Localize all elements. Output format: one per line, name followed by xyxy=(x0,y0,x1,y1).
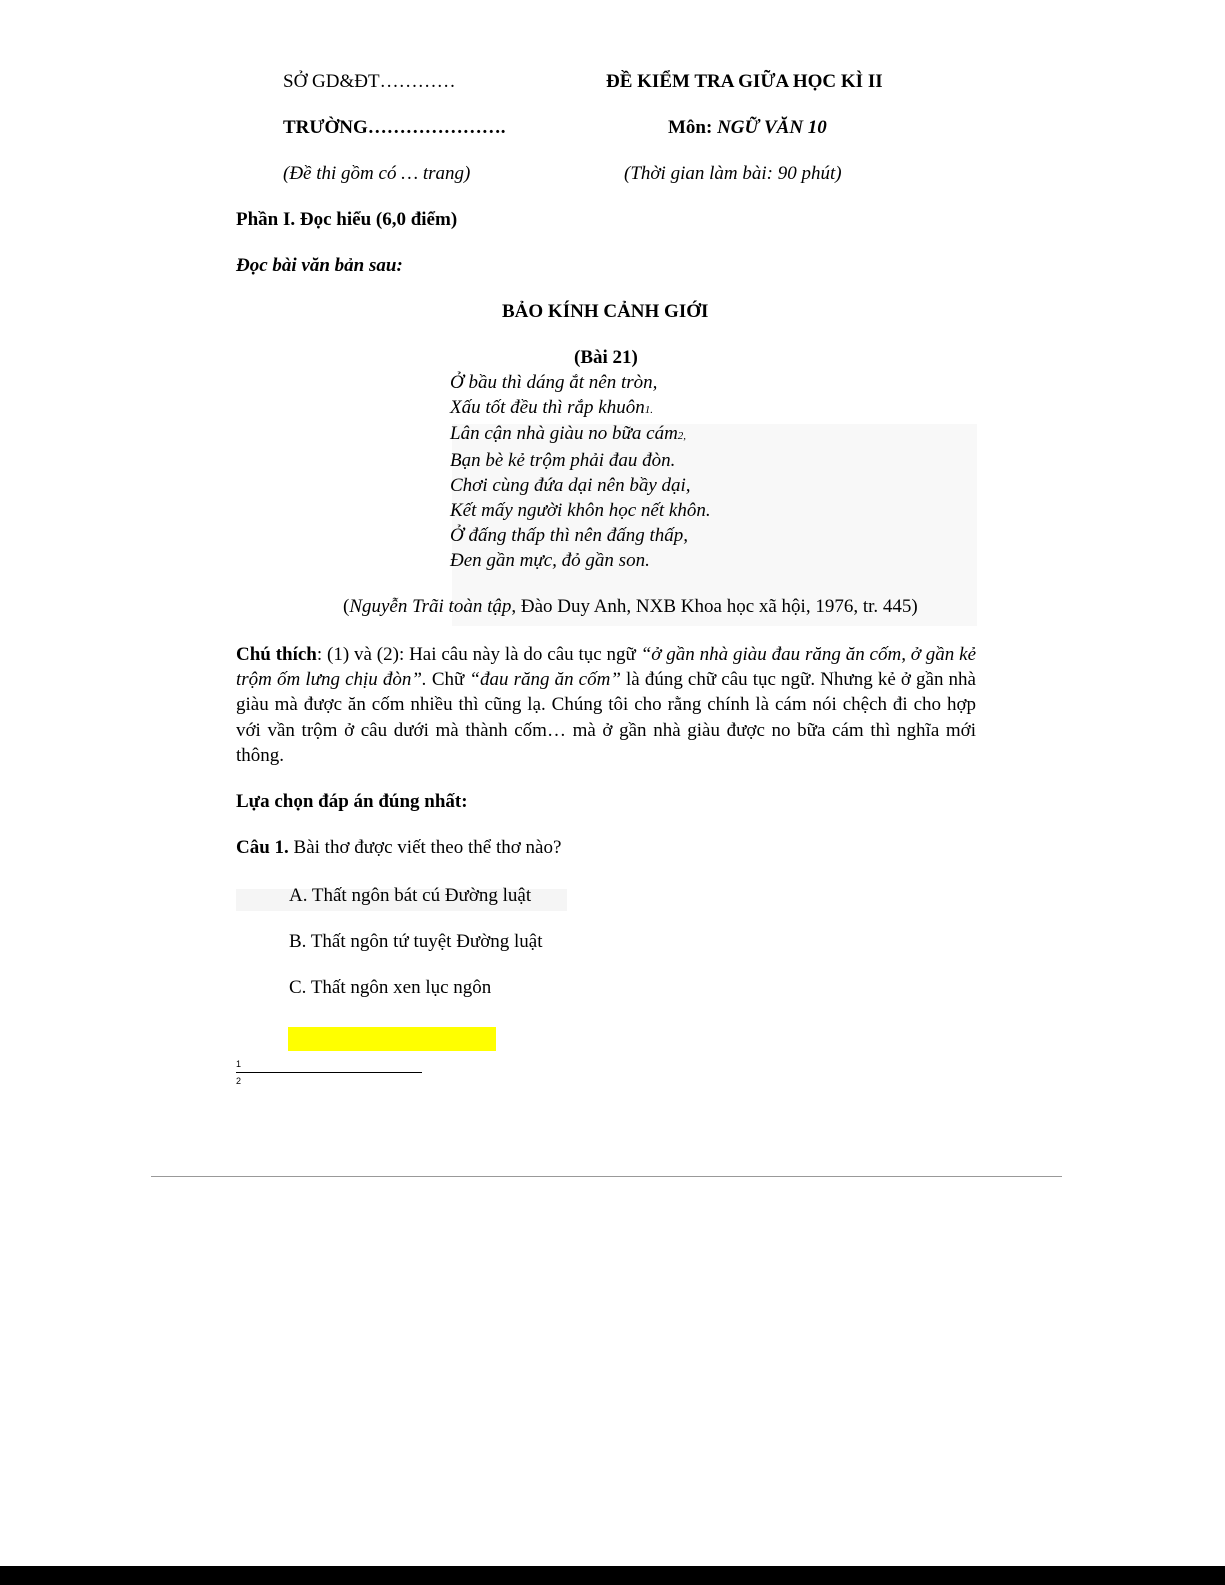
poem-source: (Nguyễn Trãi toàn tập, Đào Duy Anh, NXB Khoa học xã hội, 1976, tr. 445) xyxy=(343,596,918,617)
poem-line: Lân cận nhà giàu no bữa cám2, xyxy=(450,423,687,444)
subject-value: NGỮ VĂN 10 xyxy=(717,117,827,138)
exam-title: ĐỀ KIỂM TRA GIỮA HỌC KÌ II xyxy=(606,71,883,92)
annotation-paragraph: Chú thích: (1) và (2): Hai câu này là do câu tục ngữ “ở gần nhà giàu đau răng ăn cốm, ở gần kẻ trộm ốm lưng chịu đòn”. Chữ “đau răng ăn cốm” là đúng chữ câu tục ngữ. Nhưng kẻ ở gần nhà giàu mà được ăn cốm nhiều thì cũng lạ. Chúng tôi cho rằng chính là cám nói chệch đi cho hợp với vần trộm ở câu dưới mà thành cốm… mà ở gần nhà giàu được no bữa cám thì nghĩa mới thông. xyxy=(236,644,977,766)
footnote-number-2: 2 xyxy=(236,1076,242,1086)
poem-line: Ở đấng thấp thì nên đấng thấp, xyxy=(450,525,689,546)
poem-line: Ở bầu thì dáng ắt nên tròn, xyxy=(450,372,658,393)
footnote-number-1: 1 xyxy=(236,1059,242,1069)
poem-line: Đen gần mực, đỏ gần son. xyxy=(450,550,650,571)
poem-line: Kết mấy người khôn học nết khôn. xyxy=(450,500,711,521)
quiz-heading: Lựa chọn đáp án đúng nhất: xyxy=(236,791,468,812)
footnote-marker-1: 1. xyxy=(644,404,653,416)
footnote-marker-2: 2, xyxy=(677,430,687,442)
poem-subtitle: (Bài 21) xyxy=(574,347,638,368)
question-1 xyxy=(236,836,561,861)
annotation-label: Chú thích xyxy=(236,644,317,665)
question-1-label: Câu 1. xyxy=(236,837,289,858)
time-note: (Thời gian làm bài: 90 phút) xyxy=(624,163,842,184)
question-1-text: Bài thơ được viết theo thể thơ nào? xyxy=(288,837,562,858)
subject-line xyxy=(668,116,827,141)
footnote-separator xyxy=(236,1072,422,1073)
department-label: SỞ GD&ĐT………… xyxy=(283,71,456,92)
poem-line: Bạn bè kẻ trộm phải đau đòn. xyxy=(450,450,676,471)
poem-title: BẢO KÍNH CẢNH GIỚI xyxy=(502,301,709,322)
bottom-edge-bar xyxy=(0,1566,1225,1585)
section-heading: Phần I. Đọc hiểu (6,0 điểm) xyxy=(236,209,458,230)
page-divider xyxy=(151,1176,1062,1177)
highlight-block xyxy=(288,1027,496,1051)
school-label: TRƯỜNG…………………. xyxy=(283,117,506,138)
reading-instruction: Đọc bài văn bản sau: xyxy=(236,255,403,276)
subject-label: Môn: xyxy=(668,117,718,138)
option-c: C. Thất ngôn xen lục ngôn xyxy=(289,977,492,998)
pages-note: (Đề thi gồm có … trang) xyxy=(283,163,471,184)
poem-line: Xấu tốt đều thì rắp khuôn1. xyxy=(450,397,653,418)
option-a: A. Thất ngôn bát cú Đường luật xyxy=(289,885,532,906)
poem-line: Chơi cùng đứa dại nên bầy dại, xyxy=(450,475,691,496)
option-b: B. Thất ngôn tứ tuyệt Đường luật xyxy=(289,931,543,952)
